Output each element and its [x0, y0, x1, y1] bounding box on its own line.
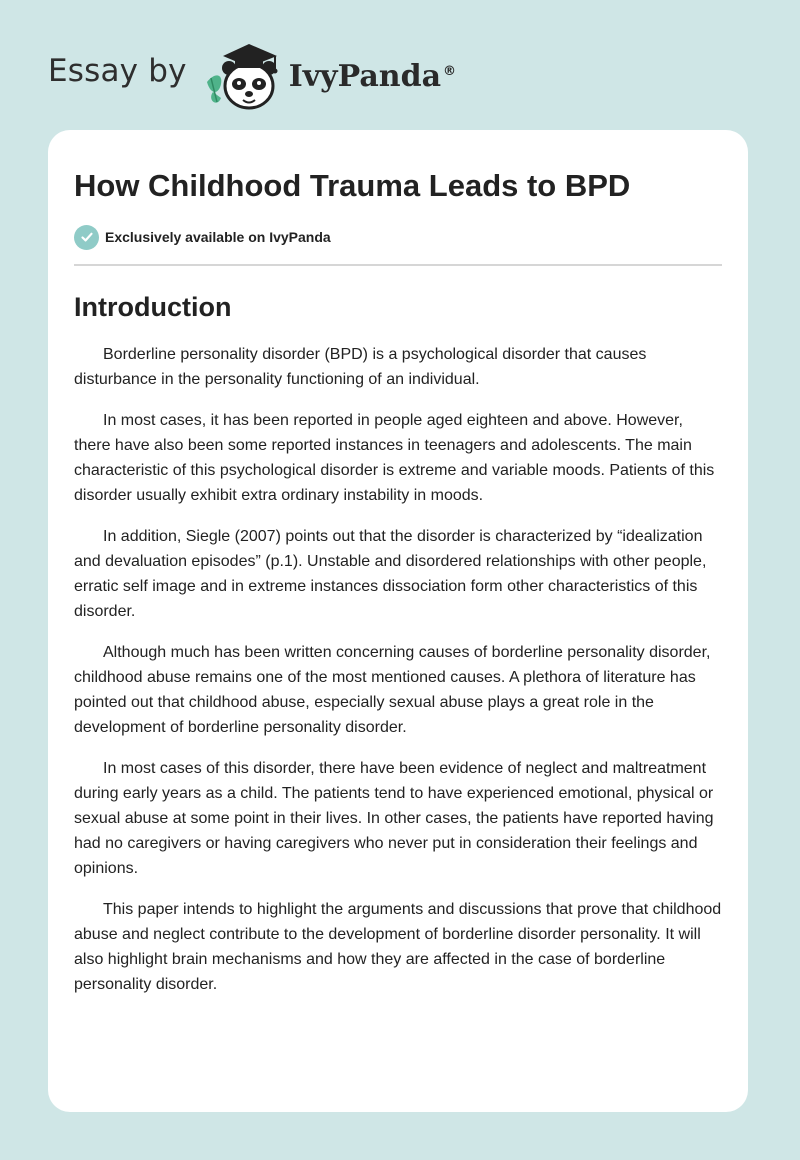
panda-graduate-logo-icon[interactable] — [201, 34, 285, 114]
page-title: How Childhood Trauma Leads to BPD — [74, 168, 631, 203]
essay-body — [74, 342, 722, 997]
paragraph: In addition, Siegle (2007) points out that the disorder is characterized by “idealization and devaluation episodes” (p.1). Unstable and disordered relationships with other people, erratic self image and in extreme instances dissociation form other characteristics of this disorder. — [74, 528, 707, 620]
exclusive-badge-text: Exclusively available on IvyPanda — [105, 229, 331, 245]
site-header — [48, 34, 456, 114]
essay-card — [48, 130, 748, 1112]
title-divider — [74, 264, 722, 266]
paragraph: In most cases, it has been reported in people aged eighteen and above. However, there have also been some reported instances in teenagers and adolescents. The main characteristic of this psychological disorder is extreme and variable moods. Patients of this disorder usually exhibit extra ordinary instability in moods. — [74, 412, 715, 504]
exclusive-badge — [74, 224, 722, 250]
paragraph: Borderline personality disorder (BPD) is a psychological disorder that causes disturbance in the personality functioning of an individual. — [74, 346, 647, 388]
section-heading-introduction: Introduction — [74, 292, 232, 322]
paragraph: Although much has been written concerning causes of borderline personality disorder, childhood abuse remains one of the most mentioned causes. A plethora of literature has pointed out that childhood abuse, especially sexual abuse plays a great role in the development of borderline personality disorder. — [74, 644, 711, 736]
brand-name[interactable] — [289, 59, 456, 94]
registered-mark: ® — [443, 63, 457, 79]
essay-by-label: Essay by — [48, 53, 187, 89]
paragraph: This paper intends to highlight the arguments and discussions that prove that childhood abuse and neglect contribute to the development of borderline disorder personality. It will also highlight brain mechanisms and how they are affected in the case of borderline personality disorder. — [74, 901, 722, 993]
paragraph: In most cases of this disorder, there have been evidence of neglect and maltreatment during early years as a child. The patients tend to have experienced emotional, physical or sexual abuse at some point in their lives. In other cases, the patients have reported having had no caregivers or having caregivers who never put in consideration their feelings and opinions. — [74, 760, 714, 877]
brand-name-text: IvyPanda — [288, 58, 442, 94]
check-circle-icon — [74, 225, 99, 250]
